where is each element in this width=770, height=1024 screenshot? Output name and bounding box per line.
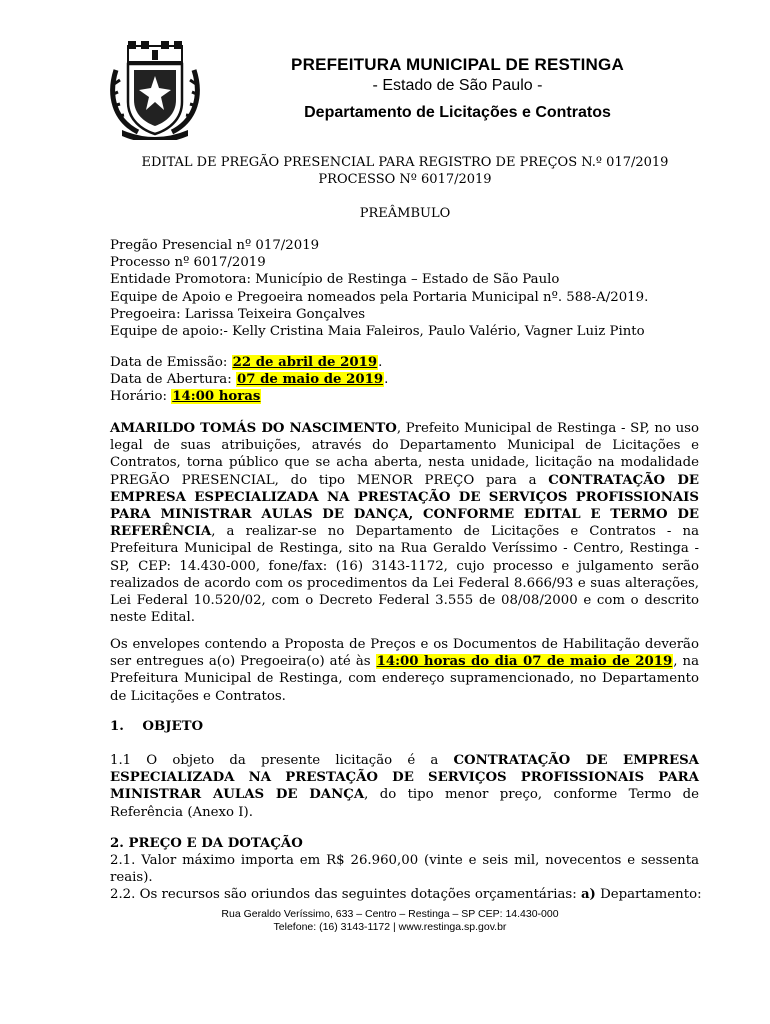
item-letter: a) xyxy=(580,887,596,902)
preamble-paragraph xyxy=(110,420,699,626)
period: . xyxy=(378,355,383,370)
info-line: Equipe de Apoio e Pregoeira nomeados pela Portaria Municipal nº. 588-A/2019. xyxy=(110,289,649,305)
organization-name: PREFEITURA MUNICIPAL DE RESTINGA xyxy=(291,55,624,74)
section-2-item-2 xyxy=(110,886,702,903)
section-1-paragraph xyxy=(110,752,699,821)
deadline-highlight: 14:00 horas do dia 07 de maio de 2019 xyxy=(376,654,673,670)
municipal-coat-of-arms-icon xyxy=(108,40,202,140)
paragraph-text: 2.2. Os recursos são oriundos das seguintes dotações orçamentárias: xyxy=(110,887,581,902)
envelopes-paragraph xyxy=(110,636,699,705)
contract-object: CONTRATAÇÃO DE EMPRESA ESPECIALIZADA NA PRESTAÇÃO DE SERVIÇOS PROFISSIONAIS PARA MINISTRAR AULAS DE DANÇA, CONFORME EDITAL E TERMO DE REFERÊNCIA xyxy=(110,472,699,540)
preamble-info-block xyxy=(110,237,699,340)
mayor-name: AMARILDO TOMÁS DO NASCIMENTO xyxy=(110,421,397,436)
footer-address: Rua Geraldo Veríssimo, 633 – Centro – Restinga – SP CEP: 14.430-000 xyxy=(221,908,559,920)
state-name: - Estado de São Paulo - xyxy=(372,77,543,94)
emission-date-label: Data de Emissão: xyxy=(110,355,232,370)
dates-block xyxy=(110,354,699,406)
info-line: Processo nº 6017/2019 xyxy=(110,255,266,271)
opening-time-value: 14:00 horas xyxy=(172,389,261,405)
opening-date-value: 07 de maio de 2019 xyxy=(236,372,384,388)
opening-date xyxy=(110,371,699,388)
contract-object: CONTRATAÇÃO DE EMPRESA ESPECIALIZADA NA PRESTAÇÃO DE SERVIÇOS PROFISSIONAIS PARA MINISTRAR AULAS DE DANÇA xyxy=(110,753,699,803)
opening-date-label: Data de Abertura: xyxy=(110,372,236,388)
period: . xyxy=(384,372,389,388)
emission-date-value: 22 de abril de 2019 xyxy=(232,355,378,370)
department-name: Departamento de Licitações e Contratos xyxy=(304,104,611,121)
paragraph-text: , a realizar-se no Departamento de Licitações e Contratos - na Prefeitura Municipal de Restinga, sito na Rua Geraldo Veríssimo - Centro, Restinga - SP, CEP: 14.430-000, fone/fax: (16) 3143-1172, cujo processo e julgamento serão realizados de acordo com os procedimentos da Lei Federal 8.666/93 e suas alterações, Lei Federal 10.520/02, com o Decreto Federal 3.555 de 08/08/2000 e com o descrito neste Edital. xyxy=(110,524,699,626)
info-line: Entidade Promotora: Município de Restinga – Estado de São Paulo xyxy=(110,272,560,288)
edital-title: EDITAL DE PREGÃO PRESENCIAL PARA REGISTRO DE PREÇOS N.º 017/2019 xyxy=(141,155,669,170)
paragraph-text: , Prefeito Municipal de Restinga - SP, no uso legal de suas atribuições, através do Departamento Municipal de Licitações e Contratos, torna público que se acha aberta, nesta unidade, licitação na modalidade PREGÃO PRESENCIAL, do tipo MENOR PREÇO para a xyxy=(110,421,699,488)
info-line: Pregão Presencial nº 017/2019 xyxy=(110,238,320,253)
page-footer xyxy=(110,908,670,934)
process-title: PROCESSO Nº 6017/2019 xyxy=(318,172,492,187)
section-2-heading: 2. PREÇO E DA DOTAÇÃO xyxy=(110,836,303,851)
emission-date xyxy=(110,354,699,371)
paragraph-text: , na Prefeitura Municipal de Restinga, com endereço supramencionado, no Departamento de Licitações e Contratos. xyxy=(110,654,699,704)
paragraph-text: , do tipo menor preço, conforme Termo de Referência (Anexo I). xyxy=(110,787,699,820)
preamble-heading: PREÂMBULO xyxy=(359,206,451,221)
footer-contact: Telefone: (16) 3143-1172 | www.restinga.sp.gov.br xyxy=(273,921,507,933)
info-line: Equipe de apoio:- Kelly Cristina Maia Faleiros, Paulo Valério, Vagner Luiz Pinto xyxy=(110,324,645,340)
opening-time-label: Horário: xyxy=(110,389,172,405)
section-2-item-1: 2.1. Valor máximo importa em R$ 26.960,00 (vinte e seis mil, novecentos e sessenta reais). xyxy=(110,853,699,886)
paragraph-text: Os envelopes contendo a Proposta de Preços e os Documentos de Habilitação deverão ser entregues a(o) Pregoeira(o) até às xyxy=(110,637,699,670)
opening-time xyxy=(110,388,699,405)
section-1-heading: 1. OBJETO xyxy=(110,719,204,734)
paragraph-text: 1.1 O objeto da presente licitação é a xyxy=(110,753,454,768)
paragraph-text: Departamento: xyxy=(595,887,702,902)
info-line: Pregoeira: Larissa Teixeira Gonçalves xyxy=(110,306,366,322)
